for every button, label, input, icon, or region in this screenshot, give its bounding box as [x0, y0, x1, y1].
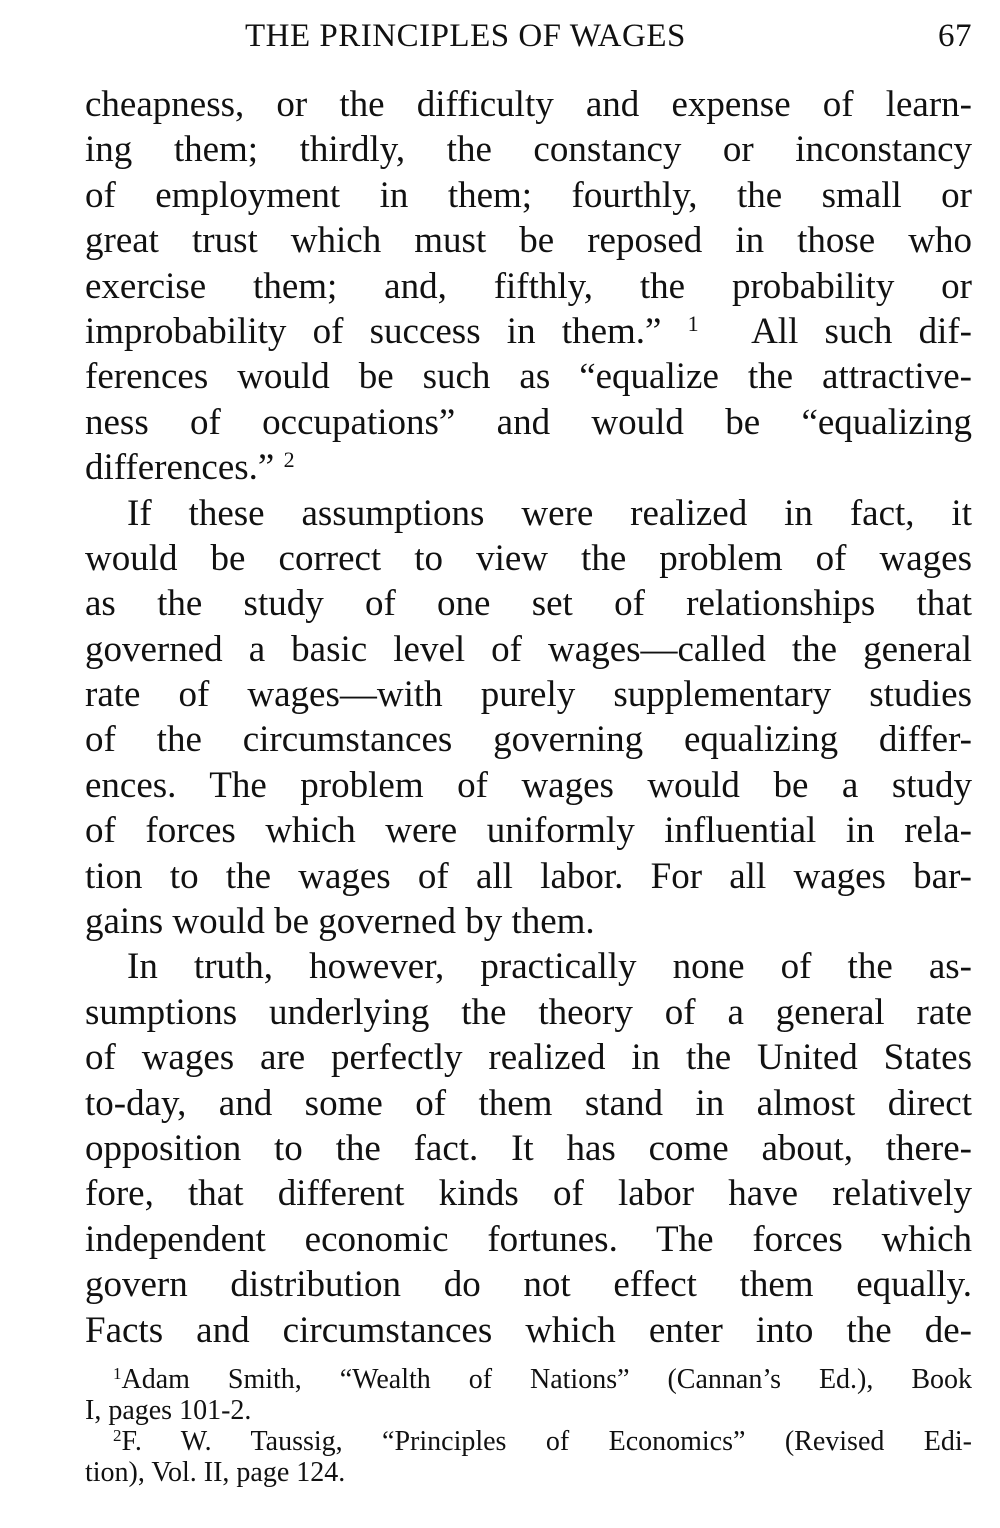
- text-line: to-day, and some of them stand in almost direct: [85, 1082, 972, 1124]
- text-line: as the study of one set of relationships that: [85, 583, 972, 625]
- running-title: THE PRINCIPLES OF WAGES: [245, 18, 686, 54]
- text-line: of forces which were uniformly influential in rela-: [85, 810, 972, 852]
- text-line: gains would be governed by them.: [85, 901, 595, 943]
- footnote-ref-1: 1: [687, 310, 699, 336]
- footnote-2-continuation: tion), Vol. II, page 124.: [85, 1457, 346, 1488]
- text-segment: All such dif-: [751, 310, 972, 352]
- text-segment: differences.”: [85, 447, 284, 489]
- page-number: 67: [938, 18, 972, 54]
- text-line: of the circumstances governing equalizing differ-: [85, 719, 972, 761]
- text-line: would be correct to view the problem of wages: [85, 537, 972, 579]
- footnote-1: [85, 1364, 972, 1395]
- text-line: governed a basic level of wages—called the general: [85, 628, 972, 670]
- text-line: govern distribution do not effect them equally.: [85, 1264, 972, 1306]
- footnotes: [85, 1364, 972, 1488]
- footnote-mark: 2: [113, 1426, 122, 1445]
- text-line-with-footnote-ref: [85, 445, 972, 490]
- paragraph-start: If these assumptions were realized in fact, it: [127, 492, 972, 534]
- footnote-text: Adam Smith, “Wealth of Nations” (Cannan’s Ed.), Book: [121, 1364, 972, 1395]
- footnote-text: F. W. Taussig, “Principles of Economics” (Revised Edi-: [121, 1426, 972, 1457]
- text-line: Facts and circumstances which enter into the de-: [85, 1309, 972, 1351]
- text-line: ences. The problem of wages would be a study: [85, 764, 972, 806]
- text-line: fore, that different kinds of labor have relatively: [85, 1173, 972, 1215]
- text-line: ing them; thirdly, the constancy or inconstancy: [85, 129, 972, 171]
- text-line: ness of occupations” and would be “equalizing: [85, 401, 972, 443]
- text-line: independent economic fortunes. The forces which: [85, 1218, 972, 1260]
- footnote-1-continuation: I, pages 101-2.: [85, 1395, 252, 1426]
- text-line: sumptions underlying the theory of a general rate: [85, 991, 972, 1033]
- text-line: of employment in them; fourthly, the small or: [85, 174, 972, 216]
- text-line-with-footnote-ref: [85, 309, 972, 354]
- paragraph-start: In truth, however, practically none of the as-: [127, 946, 972, 988]
- text-line: great trust which must be reposed in those who: [85, 220, 972, 262]
- text-line: ferences would be such as “equalize the attractive-: [85, 356, 972, 398]
- footnote-mark: 1: [113, 1364, 122, 1383]
- text-line: opposition to the fact. It has come about, there-: [85, 1127, 972, 1169]
- text-line: cheapness, or the difficulty and expense of learn-: [85, 84, 972, 125]
- text-line: tion to the wages of all labor. For all wages bar-: [85, 855, 972, 897]
- text-line: rate of wages—with purely supplementary studies: [85, 674, 972, 716]
- text-line: exercise them; and, fifthly, the probability or: [85, 265, 972, 307]
- text-line: of wages are perfectly realized in the United States: [85, 1037, 972, 1079]
- footnote-2: [85, 1426, 972, 1457]
- footnote-ref-2: 2: [283, 447, 295, 473]
- text-segment: improbability of success in them.”: [85, 310, 688, 352]
- running-header: [85, 12, 972, 64]
- body-text: [85, 82, 972, 1353]
